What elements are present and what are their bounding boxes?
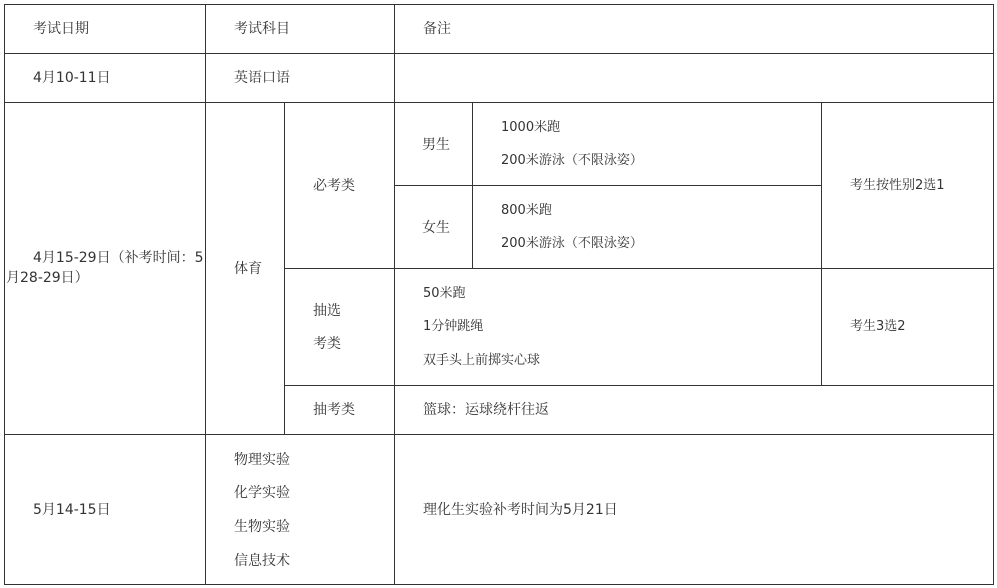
header-note: 备注 (423, 21, 451, 37)
table-border-bottom (4, 584, 994, 585)
elective-item-medicine-ball: 双手头上前掷实心球 (423, 353, 541, 368)
lab-subject-physics: 物理实验 (234, 452, 290, 468)
female-label: 女生 (422, 220, 450, 236)
column-divider (394, 102, 395, 435)
column-divider (205, 4, 206, 585)
pe-date-line1: 4月15-29日（补考时间：5 (33, 250, 204, 266)
column-divider (821, 102, 822, 386)
row-divider (4, 102, 994, 103)
pe-subject: 体育 (234, 261, 262, 277)
oral-subject: 英语口语 (234, 70, 290, 86)
required-note: 考生按性别2选1 (850, 178, 945, 193)
lab-note: 理化生实验补考时间为5月21日 (423, 502, 618, 518)
column-divider (472, 102, 473, 269)
elective-label-line2: 考类 (313, 336, 341, 352)
lab-subject-it: 信息技术 (234, 553, 290, 569)
female-item-800m: 800米跑 (501, 203, 552, 218)
table-border-left (4, 4, 5, 585)
row-divider (284, 385, 994, 386)
female-item-swim: 200米游泳（不限泳姿） (501, 236, 643, 251)
lab-subject-biology: 生物实验 (234, 519, 290, 535)
oral-date: 4月10-11日 (33, 70, 111, 86)
required-label: 必考类 (313, 178, 355, 194)
elective-note: 考生3选2 (850, 319, 906, 334)
drawn-label: 抽考类 (313, 402, 355, 418)
lab-subject-chemistry: 化学实验 (234, 485, 290, 501)
row-divider (395, 185, 822, 186)
table-border-right (993, 4, 994, 585)
male-item-1000m: 1000米跑 (501, 120, 561, 135)
column-divider (394, 434, 395, 585)
lab-date: 5月14-15日 (33, 502, 111, 518)
column-divider (284, 102, 285, 435)
male-item-swim: 200米游泳（不限泳姿） (501, 153, 643, 168)
header-subject: 考试科目 (234, 21, 290, 37)
elective-label-line1: 抽选 (313, 303, 341, 319)
row-divider (4, 53, 994, 54)
male-label: 男生 (422, 137, 450, 153)
table-border-top (4, 4, 994, 5)
row-divider (284, 268, 994, 269)
row-divider (4, 434, 994, 435)
header-date: 考试日期 (33, 21, 89, 37)
elective-item-50m: 50米跑 (423, 286, 466, 301)
column-divider (394, 4, 395, 103)
pe-date-line2: 月28-29日） (6, 270, 89, 286)
elective-item-rope: 1分钟跳绳 (423, 319, 484, 334)
drawn-item-basketball: 篮球：运球绕杆往返 (423, 402, 549, 418)
